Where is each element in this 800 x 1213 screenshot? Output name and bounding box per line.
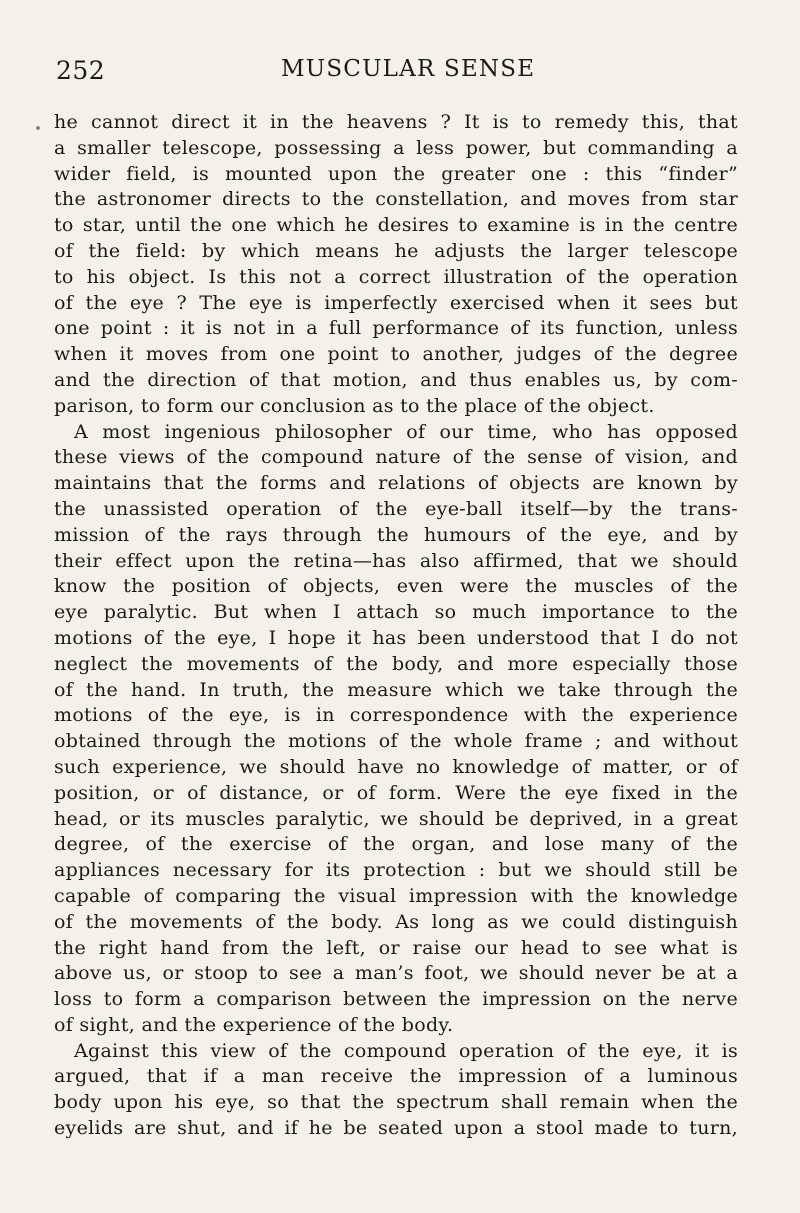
text-line: such experience, we should have no knowledge of matter, or of [54,755,738,778]
text-line: capable of comparing the visual impression with the knowledge [54,884,738,907]
text-line: a smaller telescope, possessing a less power, but commanding a [54,136,738,159]
text-line: Against this view of the compound operation of the eye, it is [74,1039,738,1062]
text-line: of sight, and the experience of the body. [54,1013,454,1036]
text-line: to star, until the one which he desires to examine is in the centre [54,214,738,237]
page-header [56,56,732,96]
text-line: motions of the eye, I hope it has been understood that I do not [54,626,738,649]
text-line: their effect upon the retina—has also affirmed, that we should [54,549,738,572]
text-line: neglect the movements of the body, and more especially those [54,652,738,675]
text-line: of the eye ? The eye is imperfectly exercised when it sees but [54,291,738,314]
text-line: wider field, is mounted upon the greater one : this “finder” [54,162,738,185]
text-line: know the position of objects, even were the muscles of the [54,575,738,598]
margin-mark [36,126,40,130]
text-line: and the direction of that motion, and thus enables us, by com- [54,368,738,391]
text-line: the right hand from the left, or raise our head to see what is [54,936,738,959]
text-line: head, or its muscles paralytic, we should be deprived, in a great [54,807,738,830]
text-line: above us, or stoop to see a man’s foot, we should never be at a [54,962,738,985]
body-text [54,110,738,1142]
text-line: argued, that if a man receive the impression of a luminous [54,1065,738,1088]
text-line: maintains that the forms and relations of objects are known by [54,472,738,495]
text-line: obtained through the motions of the whole frame ; and without [54,730,738,753]
text-line: parison, to form our conclusion as to the place of the object. [54,394,655,417]
text-line: of the hand. In truth, the measure which we take through the [54,678,738,701]
text-line: to his object. Is this not a correct illustration of the operation [54,265,738,288]
text-line: position, or of distance, or of form. Were the eye fixed in the [54,781,738,804]
text-line: A most ingenious philosopher of our time, who has opposed [74,420,738,443]
text-line: eye paralytic. But when I attach so much importance to the [54,601,738,624]
running-title: MUSCULAR SENSE [281,56,536,82]
text-line: loss to form a comparison between the impression on the nerve [54,988,738,1011]
text-line: of the field: by which means he adjusts the larger telescope [54,239,738,262]
text-line: the unassisted operation of the eye-ball itself—by the trans- [54,497,738,520]
text-line: mission of the rays through the humours of the eye, and by [54,523,738,546]
text-line: one point : it is not in a full performance of its function, unless [54,317,738,340]
text-line: appliances necessary for its protection : but we should still be [54,859,738,882]
text-line: body upon his eye, so that the spectrum shall remain when the [54,1091,738,1114]
page-number: 252 [56,56,106,85]
text-line: these views of the compound nature of the sense of vision, and [54,446,738,469]
text-line: he cannot direct it in the heavens ? It is to remedy this, that [54,111,738,133]
text-line: eyelids are shut, and if he be seated upon a stool made to turn, [54,1117,738,1140]
text-line: motions of the eye, is in correspondence with the experience [54,704,738,727]
text-line: the astronomer directs to the constellation, and moves from star [54,188,738,211]
text-line: of the movements of the body. As long as we could distinguish [54,910,738,933]
text-line: degree, of the exercise of the organ, and lose many of the [54,833,738,856]
text-line: when it moves from one point to another, judges of the degree [54,343,738,366]
